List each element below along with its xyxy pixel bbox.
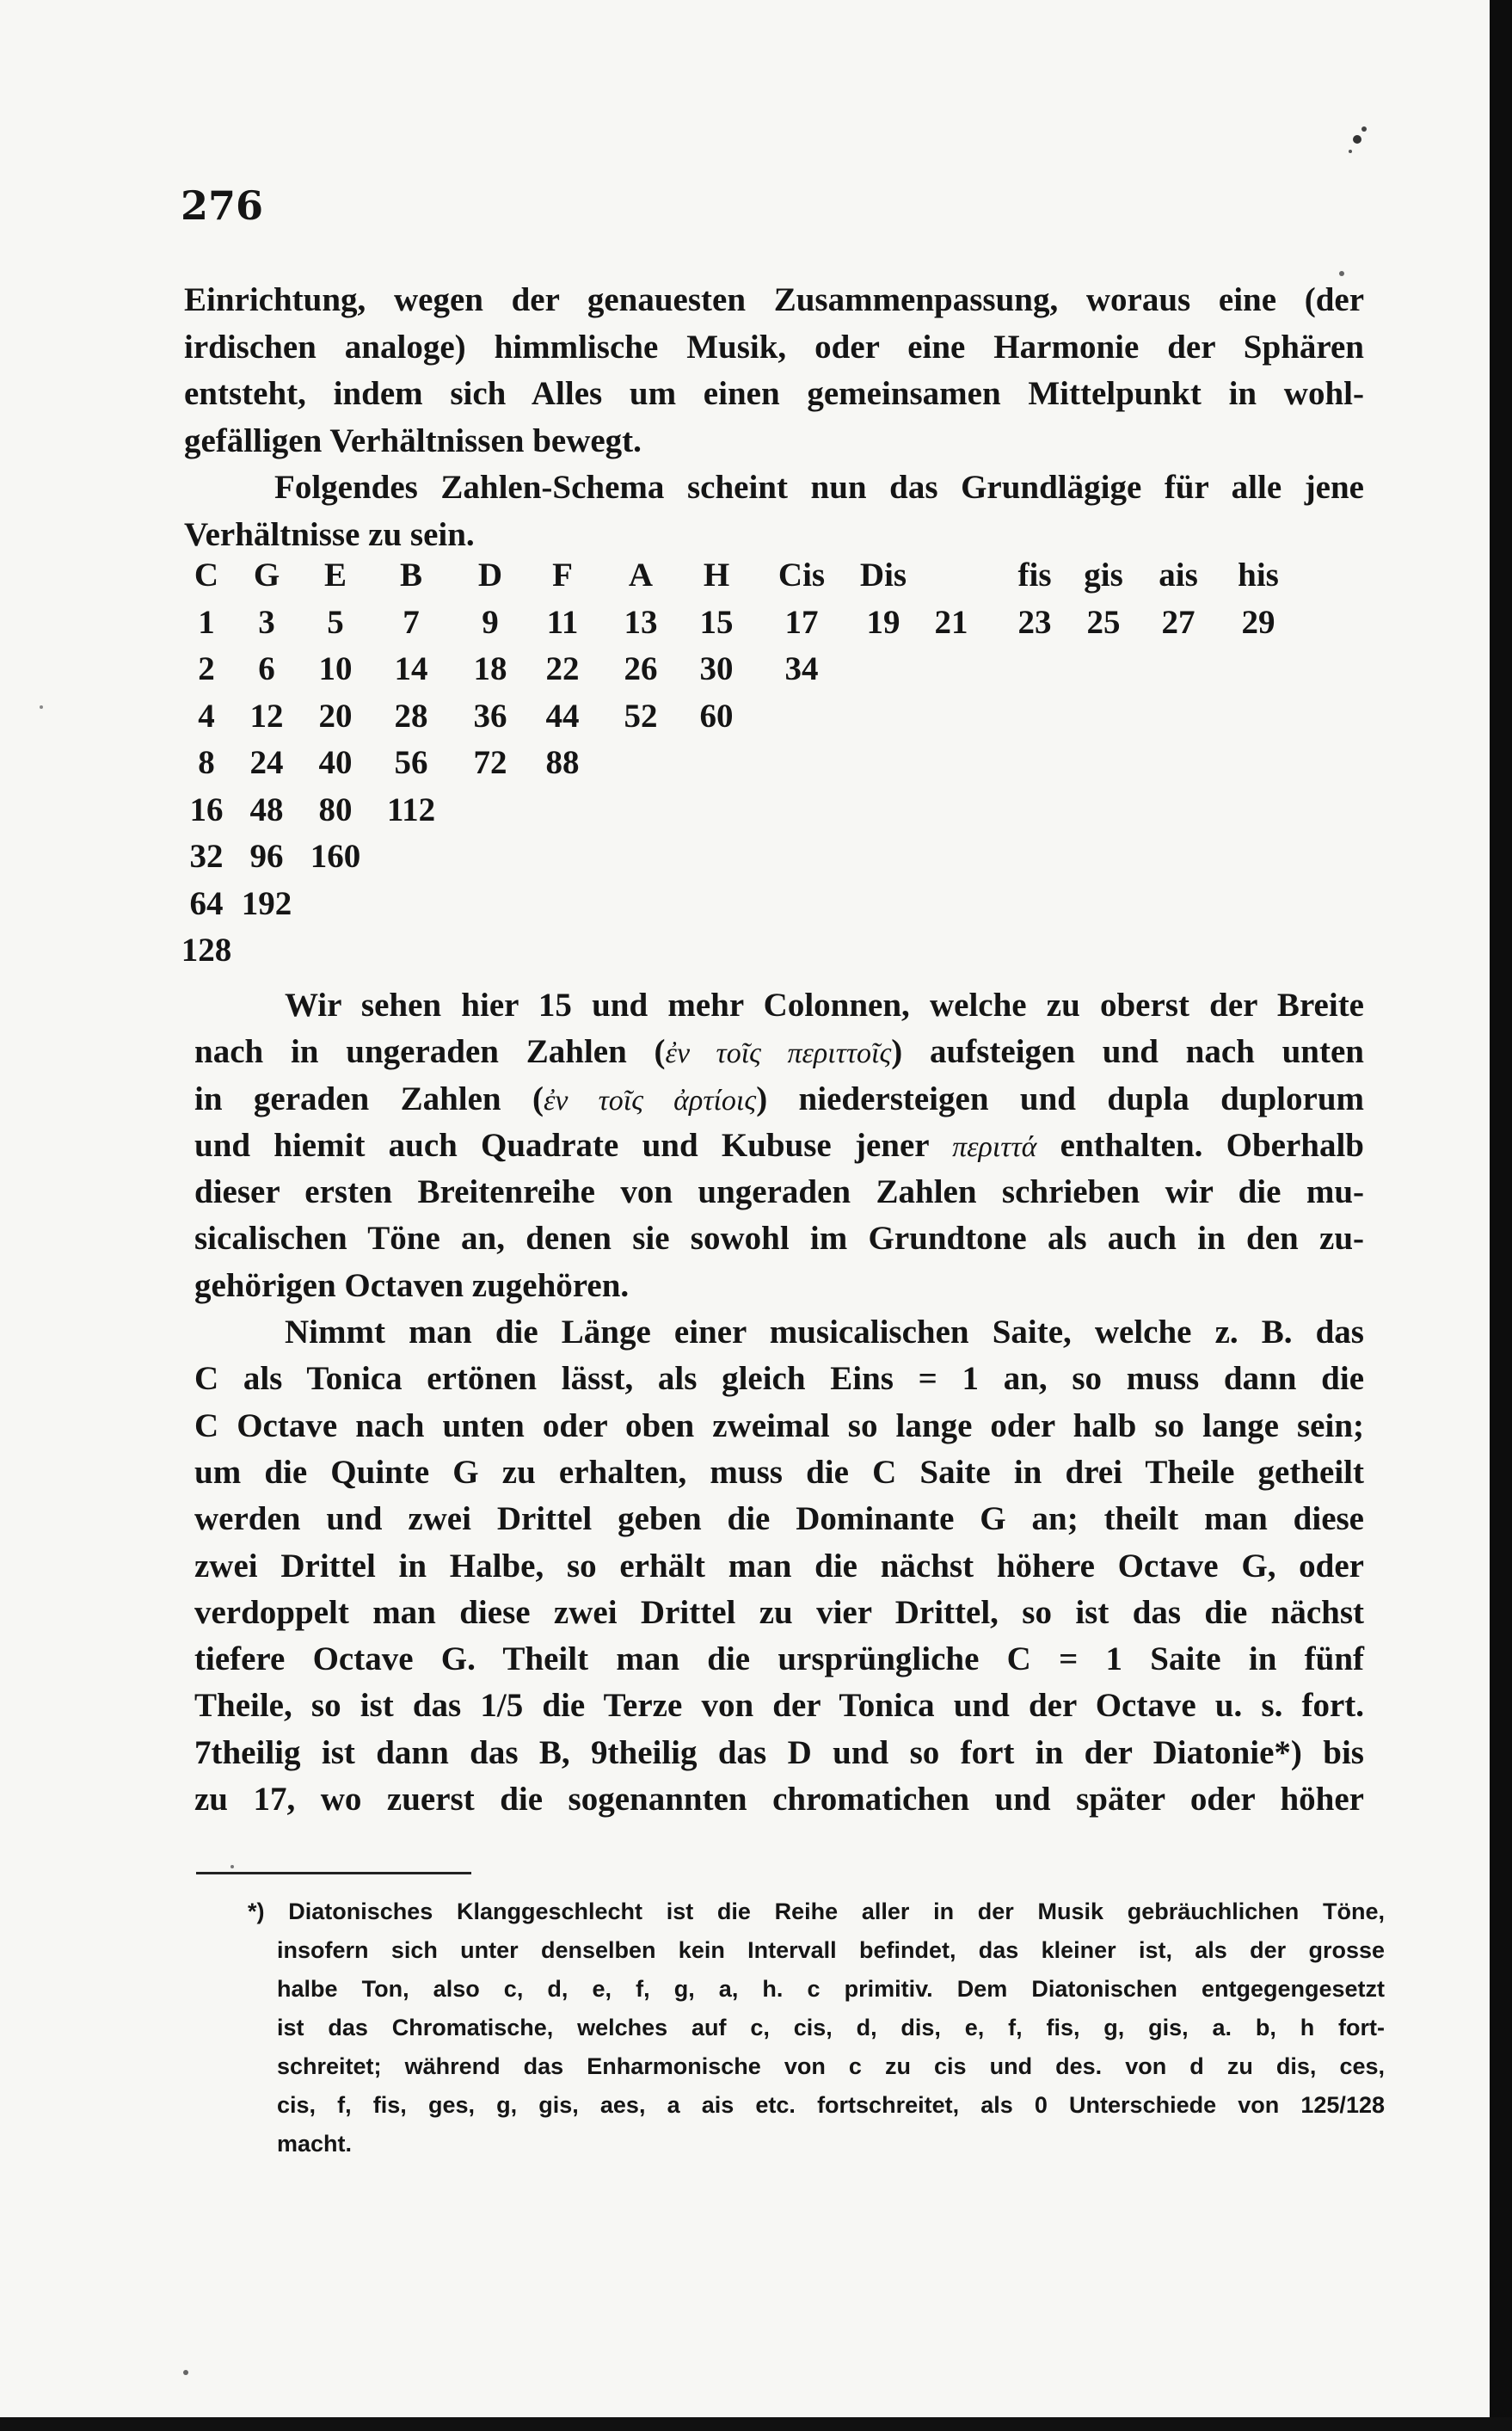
number-cell: 3 bbox=[258, 603, 275, 641]
tone-label: D bbox=[477, 557, 503, 594]
text-line: Wir sehen hier 15 und mehr Colonnen, welche zu oberst der Breite bbox=[285, 987, 1364, 1024]
number-cell: 36 bbox=[473, 697, 507, 735]
number-row bbox=[172, 697, 1376, 744]
footnote-line: schreitet; während das Enharmonische von c zu cis und des. von d zu dis, ces, bbox=[277, 2053, 1385, 2079]
number-cell: 88 bbox=[545, 744, 580, 781]
number-cell: 15 bbox=[699, 603, 734, 641]
number-cell: 23 bbox=[1017, 603, 1052, 641]
footnote-line: cis, f, fis, ges, g, gis, aes, a ais etc. fortschreitet, als 0 Unterschiede von 125/128 bbox=[277, 2092, 1385, 2118]
text-line: entsteht, indem sich Alles um einen gemeinsamen Mittelpunkt in wohl- bbox=[184, 375, 1364, 412]
tone-label: gis bbox=[1084, 557, 1123, 594]
intro-text bbox=[184, 277, 1364, 558]
number-cell: 6 bbox=[258, 650, 275, 687]
number-cell: 10 bbox=[318, 650, 353, 687]
main-text bbox=[194, 982, 1364, 1823]
number-cell: 20 bbox=[318, 697, 353, 735]
text-line: irdischen analoge) himmlische Musik, oder eine Harmonie der Sphären bbox=[184, 328, 1364, 366]
number-cell: 29 bbox=[1241, 603, 1275, 641]
greek-phrase: ἐν τοῖς ἀρτίοις bbox=[544, 1084, 757, 1117]
text-line: Folgendes Zahlen-Schema scheint nun das Grundlägige für alle jene bbox=[274, 469, 1364, 506]
number-row bbox=[172, 837, 1376, 884]
text-line: Theile, so ist das 1/5 die Terze von der Tonica und der Octave u. s. fort. bbox=[194, 1687, 1364, 1725]
footnote-line bbox=[248, 1892, 1385, 1931]
number-cell: 24 bbox=[249, 744, 284, 781]
text-line: um die Quinte G zu erhalten, muss die C Saite in drei Theile getheilt bbox=[194, 1453, 1364, 1491]
footnote-line: insofern sich unter denselben kein Intervall befindet, das kleiner ist, als der grosse bbox=[277, 1937, 1385, 1963]
tone-header-row bbox=[172, 556, 1376, 603]
scan-edge-bottom bbox=[0, 2417, 1512, 2431]
tone-label: G bbox=[253, 557, 280, 594]
text-line: verdoppelt man diese zwei Drittel zu vier Drittel, so ist das die nächst bbox=[194, 1593, 1364, 1631]
tone-label: F bbox=[552, 557, 573, 594]
greek-phrase: περιττά bbox=[952, 1130, 1037, 1163]
text-segment: nach in ungeraden Zahlen ( bbox=[194, 1033, 666, 1071]
text-line: C als Tonica ertönen lässt, als gleich Eins = 1 an, so muss dann die bbox=[194, 1360, 1364, 1398]
number-cell: 4 bbox=[198, 697, 215, 735]
number-cell: 48 bbox=[249, 791, 284, 828]
number-cell: 27 bbox=[1161, 603, 1195, 641]
text-line: 7theilig ist dann das B, 9theilig das D und so fort in der Diatonie*) bis bbox=[194, 1733, 1364, 1771]
text-line: tiefere Octave G. Theilt man die ursprüngliche C = 1 Saite in fünf bbox=[194, 1640, 1364, 1678]
number-row bbox=[172, 931, 1376, 978]
text-line bbox=[194, 1123, 1364, 1169]
number-cell: 80 bbox=[318, 791, 353, 828]
number-row bbox=[172, 791, 1376, 838]
footnote-line: ist das Chromatische, welches auf c, cis, d, dis, e, f, fis, g, gis, a. b, h fort- bbox=[277, 2015, 1385, 2040]
number-schema-table bbox=[172, 556, 1376, 978]
number-cell: 30 bbox=[699, 650, 734, 687]
number-cell: 17 bbox=[784, 603, 819, 641]
number-row bbox=[172, 884, 1376, 932]
tone-label: A bbox=[628, 557, 654, 594]
text-line bbox=[194, 1029, 1364, 1075]
number-cell: 26 bbox=[624, 650, 658, 687]
number-cell: 44 bbox=[545, 697, 580, 735]
number-cell: 9 bbox=[482, 603, 499, 641]
footnote-text: Diatonisches Klanggeschlecht ist die Reihe aller in der Musik gebräuchlichen Töne, bbox=[288, 1899, 1385, 1924]
tone-label: H bbox=[703, 557, 730, 594]
number-cell: 14 bbox=[394, 650, 428, 687]
tone-label: E bbox=[323, 557, 347, 594]
tone-label: Cis bbox=[778, 557, 826, 594]
number-row bbox=[172, 649, 1376, 697]
text-line: Nimmt man die Länge einer musicalischen Saite, welche z. B. das bbox=[285, 1314, 1364, 1351]
number-cell: 12 bbox=[249, 697, 284, 735]
text-segment: und hiemit auch Quadrate und Kubuse jener bbox=[194, 1126, 953, 1164]
number-cell: 192 bbox=[241, 884, 292, 922]
text-segment: enthalten. Oberhalb bbox=[1036, 1126, 1364, 1164]
text-segment: ) niedersteigen und dupla duplorum bbox=[756, 1080, 1364, 1117]
text-line: gehörigen Octaven zugehören. bbox=[194, 1266, 630, 1304]
number-cell: 28 bbox=[394, 697, 428, 735]
tone-label: C bbox=[194, 557, 219, 594]
number-cell: 2 bbox=[198, 650, 215, 687]
text-line: werden und zwei Drittel geben die Dominante G an; theilt man diese bbox=[194, 1500, 1364, 1538]
greek-phrase: ἐν τοῖς περιττοῖς bbox=[665, 1037, 892, 1070]
text-line: sicalischen Töne an, denen sie sowohl im Grundtone als auch in den zu- bbox=[194, 1220, 1364, 1258]
text-line bbox=[194, 1076, 1364, 1123]
number-cell: 21 bbox=[934, 603, 968, 641]
number-cell: 11 bbox=[546, 603, 579, 641]
number-cell: 13 bbox=[624, 603, 658, 641]
footnote bbox=[248, 1892, 1385, 2163]
number-row bbox=[172, 743, 1376, 791]
footnote-line: halbe Ton, also c, d, e, f, g, a, h. c primitiv. Dem Diatonischen entgegengesetzt bbox=[277, 1976, 1385, 2002]
number-cell: 25 bbox=[1086, 603, 1121, 641]
tone-label: Dis bbox=[859, 557, 907, 594]
text-segment: in geraden Zahlen ( bbox=[194, 1080, 544, 1117]
number-cell: 52 bbox=[624, 697, 658, 735]
number-cell: 32 bbox=[189, 838, 224, 875]
text-line: gefälligen Verhältnissen bewegt. bbox=[184, 422, 642, 459]
tone-label: fis bbox=[1017, 557, 1052, 594]
number-cell: 34 bbox=[784, 650, 819, 687]
number-cell: 22 bbox=[545, 650, 580, 687]
number-cell: 72 bbox=[473, 744, 507, 781]
footnote-line: macht. bbox=[277, 2131, 353, 2157]
footnote-mark: *) bbox=[248, 1899, 265, 1924]
number-cell: 5 bbox=[327, 603, 344, 641]
text-line: zwei Drittel in Halbe, so erhält man die nächst höhere Octave G, oder bbox=[194, 1547, 1364, 1585]
tone-label: ais bbox=[1159, 557, 1198, 594]
number-cell: 56 bbox=[394, 744, 428, 781]
number-cell: 16 bbox=[189, 791, 224, 828]
number-cell: 112 bbox=[386, 791, 436, 828]
number-cell: 19 bbox=[866, 603, 900, 641]
text-line: C Octave nach unten oder oben zweimal so lange oder halb so lange sein; bbox=[194, 1406, 1364, 1444]
number-row bbox=[172, 603, 1376, 650]
scan-edge-right bbox=[1490, 0, 1512, 2431]
tone-label: B bbox=[399, 557, 422, 594]
text-line: zu 17, wo zuerst die sogenannten chromatichen und später oder höher bbox=[194, 1781, 1364, 1819]
number-cell: 160 bbox=[310, 838, 361, 875]
number-cell: 1 bbox=[198, 603, 215, 641]
number-cell: 96 bbox=[249, 838, 284, 875]
text-segment: ) aufsteigen und nach unten bbox=[891, 1033, 1364, 1071]
page-number: 276 bbox=[181, 182, 264, 229]
text-line: dieser ersten Breitenreihe von ungeraden Zahlen schrieben wir die mu- bbox=[194, 1173, 1364, 1211]
number-cell: 7 bbox=[403, 603, 420, 641]
number-cell: 8 bbox=[198, 744, 215, 781]
number-cell: 18 bbox=[473, 650, 507, 687]
tone-label: his bbox=[1238, 557, 1279, 594]
text-line: Einrichtung, wegen der genauesten Zusammenpassung, woraus eine (der bbox=[184, 281, 1364, 318]
number-cell: 128 bbox=[181, 932, 232, 969]
number-cell: 40 bbox=[318, 744, 353, 781]
number-cell: 64 bbox=[189, 884, 224, 922]
footnote-rule bbox=[196, 1872, 471, 1874]
text-line: Verhältnisse zu sein. bbox=[184, 515, 475, 553]
number-cell: 60 bbox=[699, 697, 734, 735]
